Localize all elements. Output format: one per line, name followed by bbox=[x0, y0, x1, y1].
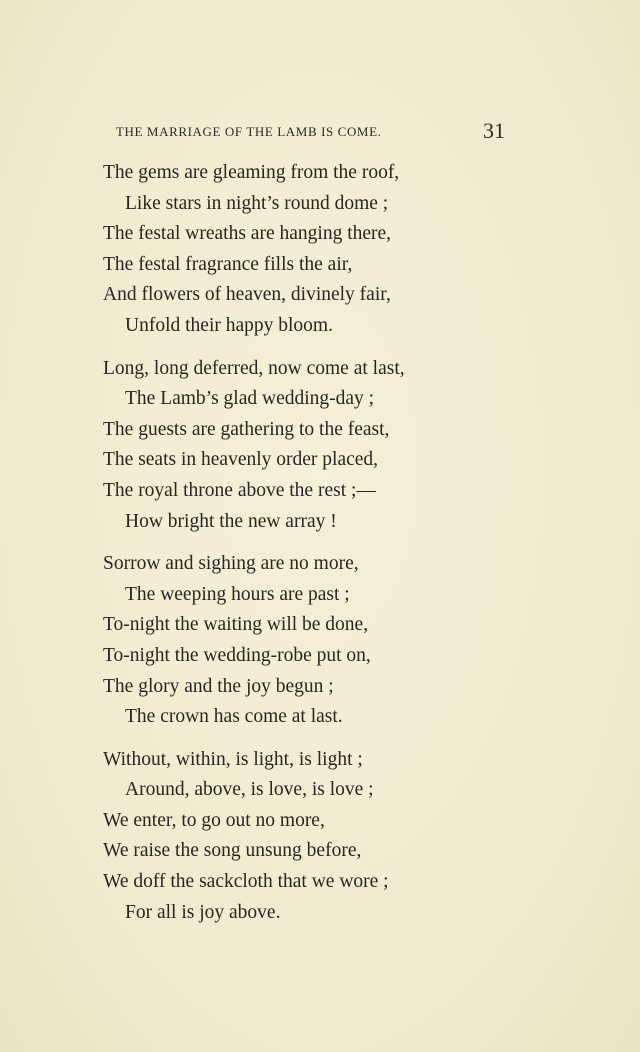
poem-line: To-night the wedding-robe put on, bbox=[103, 644, 371, 666]
poem-line: The seats in heavenly order placed, bbox=[103, 449, 379, 471]
poem-line: The royal throne above the rest ;— bbox=[103, 479, 376, 501]
poem-line: Long, long deferred, now come at last, bbox=[103, 357, 405, 379]
poem-line: We doff the sackcloth that we wore ; bbox=[103, 871, 389, 893]
poem-line: The glory and the joy begun ; bbox=[103, 675, 334, 697]
poem-line: The gems are gleaming from the roof, bbox=[103, 162, 400, 183]
poem-line: Unfold their happy bloom. bbox=[125, 314, 333, 336]
stanza-2 bbox=[0, 354, 640, 538]
poem-line: To-night the waiting will be done, bbox=[103, 614, 369, 636]
poem-line: We raise the song unsung before, bbox=[103, 840, 362, 862]
poem-line: And flowers of heaven, divinely fair, bbox=[103, 284, 391, 306]
stanza-3 bbox=[0, 549, 640, 733]
stanza-1 bbox=[0, 158, 640, 342]
page-number: 31 bbox=[483, 118, 505, 143]
poem-line: The crown has come at last. bbox=[125, 706, 343, 728]
page-header bbox=[0, 118, 640, 144]
poem-line: How bright the new array ! bbox=[125, 510, 337, 532]
poem-line: Like stars in night’s round dome ; bbox=[125, 192, 389, 214]
poem-line: The festal fragrance fills the air, bbox=[103, 253, 353, 275]
poem-line: The weeping hours are past ; bbox=[125, 583, 350, 605]
poem-line: Around, above, is love, is love ; bbox=[125, 779, 374, 801]
stanza-4 bbox=[0, 745, 640, 929]
poem-line: We enter, to go out no more, bbox=[103, 809, 325, 831]
poem-line: The guests are gathering to the feast, bbox=[103, 418, 390, 440]
poem-line: Sorrow and sighing are no more, bbox=[103, 553, 359, 575]
poem bbox=[0, 158, 640, 940]
poem-line: The festal wreaths are hanging there, bbox=[103, 223, 392, 245]
poem-line: For all is joy above. bbox=[125, 901, 281, 923]
running-title: THE MARRIAGE OF THE LAMB IS COME. bbox=[116, 124, 382, 139]
poem-line: The Lamb’s glad wedding-day ; bbox=[125, 388, 375, 410]
poem-line: Without, within, is light, is light ; bbox=[103, 748, 363, 770]
